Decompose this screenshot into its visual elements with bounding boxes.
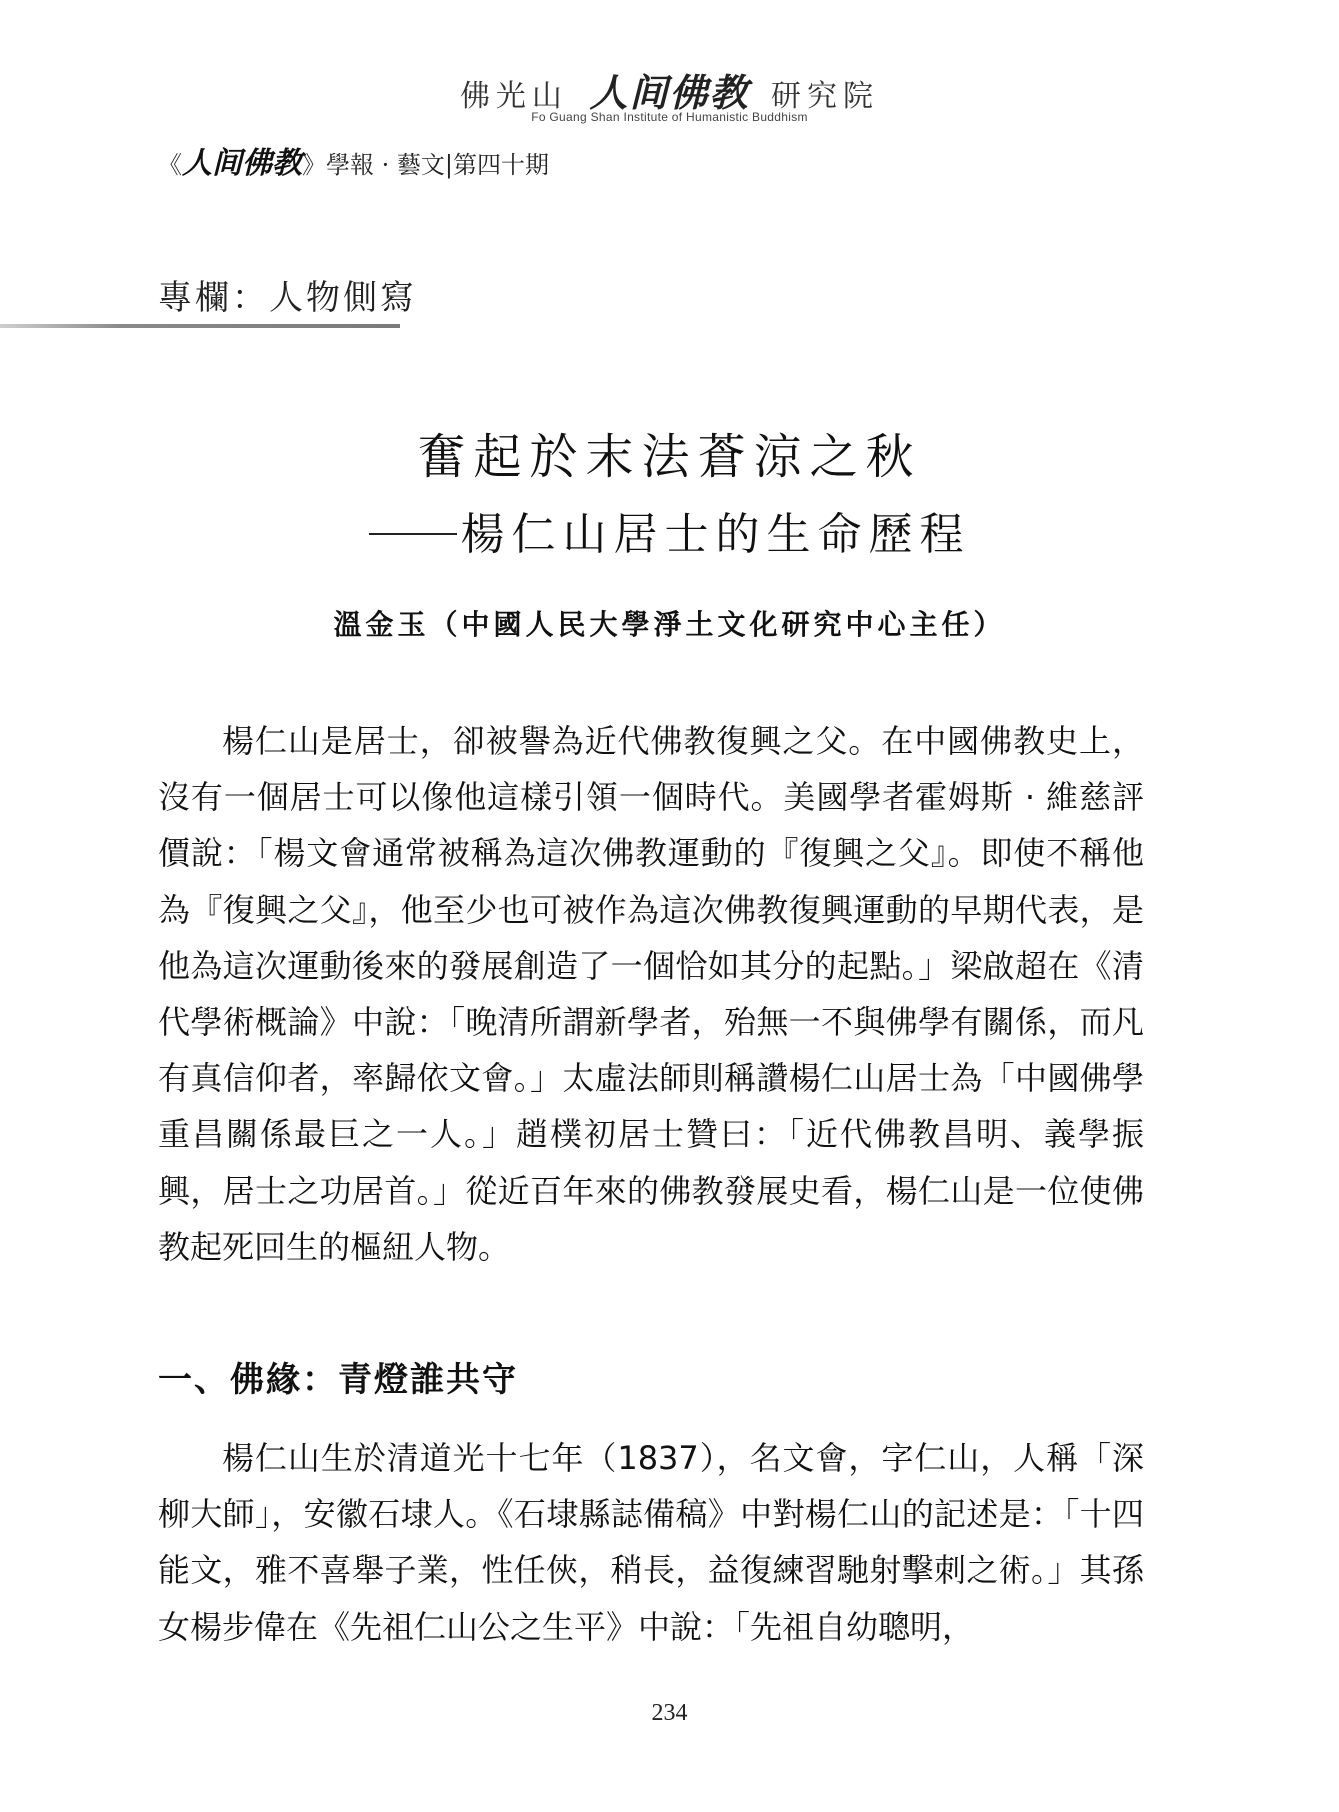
journal-open-bracket: 《 [158, 151, 182, 179]
subtitle-dash [369, 533, 457, 535]
institute-header [0, 62, 1339, 117]
page-number: 234 [651, 1700, 688, 1726]
institute-english-name: Fo Guang Shan Institute of Humanistic Buddhism [531, 110, 808, 124]
journal-close-bracket: 》 [302, 151, 326, 179]
institute-prefix: 佛光山 [459, 79, 568, 114]
institute-suffix: 研究院 [771, 79, 880, 114]
article-author: 溫金玉（中國人民大學淨土文化研究中心主任） [333, 608, 1006, 641]
column-divider [0, 324, 400, 328]
article-subtitle-line [0, 498, 1339, 562]
column-label: 專欄：人物側寫 [158, 278, 417, 318]
journal-logo: 人间佛教 [182, 146, 302, 181]
institute-logo: 人间佛教 [589, 70, 750, 115]
article-subtitle: 楊仁山居士的生命歷程 [460, 509, 971, 560]
body-paragraph-2: 楊仁山生於清道光十七年（1837），名文會，字仁山，人稱「深柳大師」，安徽石埭人。《石埭縣誌備稿》中對楊仁山的記述是：「十四能文，雅不喜舉子業，性任俠，稍長，益復練習馳射擊刺之術。」其孫女楊步偉在《先祖仁山公之生平》中說：「先祖自幼聰明， [158, 1439, 1144, 1646]
journal-info [158, 138, 549, 182]
article-title: 奮起於末法蒼涼之秋 [417, 429, 922, 485]
journal-issue: 學報 · 藝文|第四十期 [326, 151, 549, 179]
section-heading-1: 一、佛緣：青燈誰共守 [158, 1360, 518, 1400]
body-paragraph-1: 楊仁山是居士，卻被譽為近代佛教復興之父。在中國佛教史上，沒有一個居士可以像他這樣引領一個時代。美國學者霍姆斯 · 維慈評價說：「楊文會通常被稱為這次佛教運動的『復興之父』。即使不稱他為『復興之父』，他至少也可被作為這次佛教復興運動的早期代表，是他為這次運動後來的發展創造了一個恰如其分的起點。」梁啟超在《清代學術概論》中說：「晚清所謂新學者，殆無一不與佛學有關係，而凡有真信仰者，率歸依文會。」太虛法師則稱讚楊仁山居士為「中國佛學重昌關係最巨之一人。」趙樸初居士贊曰：「近代佛教昌明、義學振興，居士之功居首。」從近百年來的佛教發展史看，楊仁山是一位使佛教起死回生的樞紐人物。 [158, 722, 1144, 1266]
